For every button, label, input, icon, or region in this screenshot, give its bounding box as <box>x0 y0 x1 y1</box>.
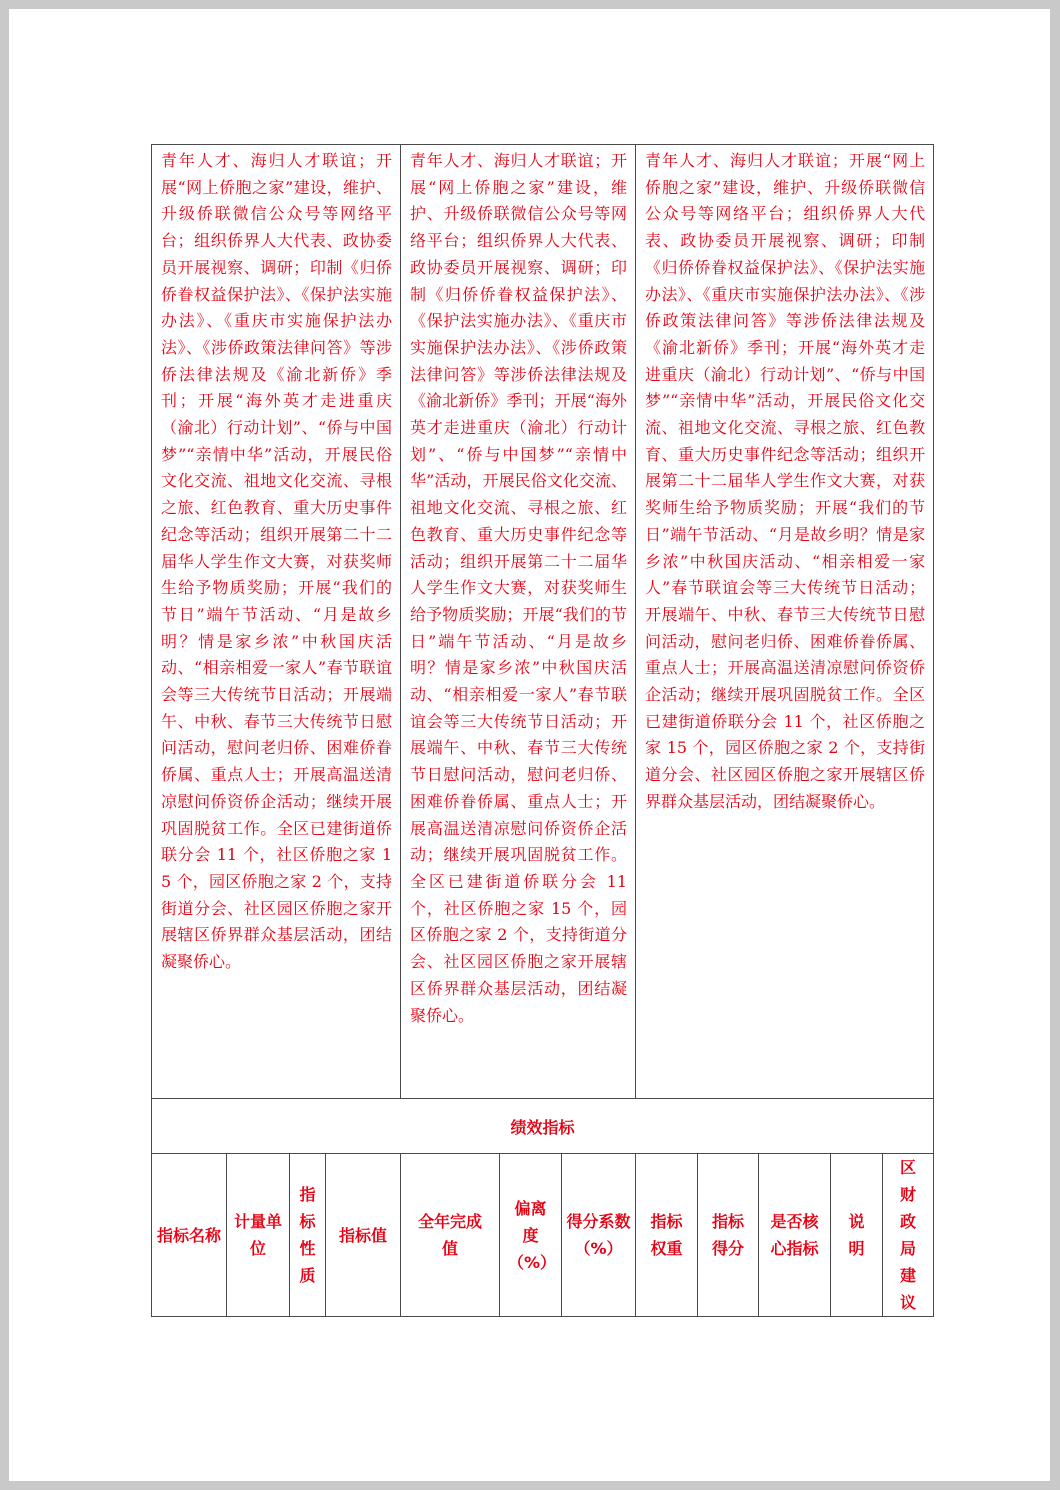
header-remarks: 说明 <box>831 1154 883 1317</box>
header-weight: 指标权重 <box>636 1154 698 1317</box>
text-cell-3 <box>636 145 934 1099</box>
header-score: 指标得分 <box>698 1154 759 1317</box>
header-row <box>152 1154 934 1317</box>
header-unit: 计量单位 <box>227 1154 290 1317</box>
performance-table <box>151 144 934 1317</box>
header-core-indicator: 是否核心指标 <box>759 1154 831 1317</box>
text-row <box>152 145 934 1099</box>
text-cell-2 <box>401 145 636 1099</box>
text-column-3: 青年人才、海归人才联谊；开展“网上侨胞之家”建设，维护、升级侨联微信公众号等网络平台；组织侨界人大代表、政协委员开展视察、调研；印制《归侨侨眷权益保护法》、《保护法实施办法》、《重庆市实施保护法办法》、《涉侨政策法律问答》等涉侨法律法规及《渝北新侨》季刊；开展“海外英才走进重庆（渝北）行动计划”、“侨与中国梦”“亲情中华”活动，开展民俗文化交流、祖地文化交流、寻根之旅、红色教育、重大历史事件纪念等活动；组织开展第二十二届华人学生作文大赛，对获奖师生给予物质奖励；开展“我们的节日”端午节活动、“月是故乡明？情是家乡浓”中秋国庆活动、“相亲相爱一家人”春节联谊会等三大传统节日活动；开展端午、中秋、春节三大传统节日慰问活动，慰问老归侨、困难侨眷侨属、重点人士；开展高温送清凉慰问侨资侨企活动；继续开展巩固脱贫工作。全区已建街道侨联分会 11 个，社区侨胞之家 15 个，园区侨胞之家 2 个，支持街道分会、社区园区侨胞之家开展辖区侨界群众基层活动，团结凝聚侨心。 <box>645 151 926 811</box>
document-page <box>9 9 1050 1481</box>
text-cell-1 <box>152 145 401 1099</box>
section-title: 绩效指标 <box>152 1099 934 1154</box>
header-target-value: 指标值 <box>326 1154 401 1317</box>
header-nature: 指标性质 <box>290 1154 326 1317</box>
header-score-coefficient: 得分系数（%） <box>562 1154 636 1317</box>
text-column-1: 青年人才、海归人才联谊；开展“网上侨胞之家”建设，维护、升级侨联微信公众号等网络平台；组织侨界人大代表、政协委员开展视察、调研；印制《归侨侨眷权益保护法》、《保护法实施办法》、《重庆市实施保护法办法》、《涉侨政策法律问答》等涉侨法律法规及《渝北新侨》季刊；开展“海外英才走进重庆（渝北）行动计划”、“侨与中国梦”“亲情中华”活动，开展民俗文化交流、祖地文化交流、寻根之旅、红色教育、重大历史事件纪念等活动；组织开展第二十二届华人学生作文大赛，对获奖师生给予物质奖励；开展“我们的节日”端午节活动、“月是故乡明？情是家乡浓”中秋国庆活动、“相亲相爱一家人”春节联谊会等三大传统节日活动；开展端午、中秋、春节三大传统节日慰问活动，慰问老归侨、困难侨眷侨属、重点人士；开展高温送清凉慰问侨资侨企活动；继续开展巩固脱贫工作。全区已建街道侨联分会 11 个，社区侨胞之家 15 个，园区侨胞之家 2 个，支持街道分会、社区园区侨胞之家开展辖区侨界群众基层活动，团结凝聚侨心。 <box>161 151 393 972</box>
section-title-row <box>152 1099 934 1154</box>
header-indicator-name: 指标名称 <box>152 1154 227 1317</box>
text-column-2: 青年人才、海归人才联谊；开展“网上侨胞之家”建设，维护、升级侨联微信公众号等网络平台；组织侨界人大代表、政协委员开展视察、调研；印制《归侨侨眷权益保护法》、《保护法实施办法》、《重庆市实施保护法办法》、《涉侨政策法律问答》等涉侨法律法规及《渝北新侨》季刊；开展“海外英才走进重庆（渝北）行动计划”、“侨与中国梦”“亲情中华”活动，开展民俗文化交流、祖地文化交流、寻根之旅、红色教育、重大历史事件纪念等活动；组织开展第二十二届华人学生作文大赛，对获奖师生给予物质奖励；开展“我们的节日”端午节活动、“月是故乡明？情是家乡浓”中秋国庆活动、“相亲相爱一家人”春节联谊会等三大传统节日活动；开展端午、中秋、春节三大传统节日慰问活动，慰问老归侨、困难侨眷侨属、重点人士；开展高温送清凉慰问侨资侨企活动；继续开展巩固脱贫工作。全区已建街道侨联分会 11 个，社区侨胞之家 15 个，园区侨胞之家 2 个，支持街道分会、社区园区侨胞之家开展辖区侨界群众基层活动，团结凝聚侨心。 <box>410 151 628 1025</box>
header-annual-completion: 全年完成值 <box>401 1154 500 1317</box>
header-deviation: 偏离度（%） <box>500 1154 562 1317</box>
header-finance-bureau-advice: 区财政局建议 <box>883 1154 934 1317</box>
